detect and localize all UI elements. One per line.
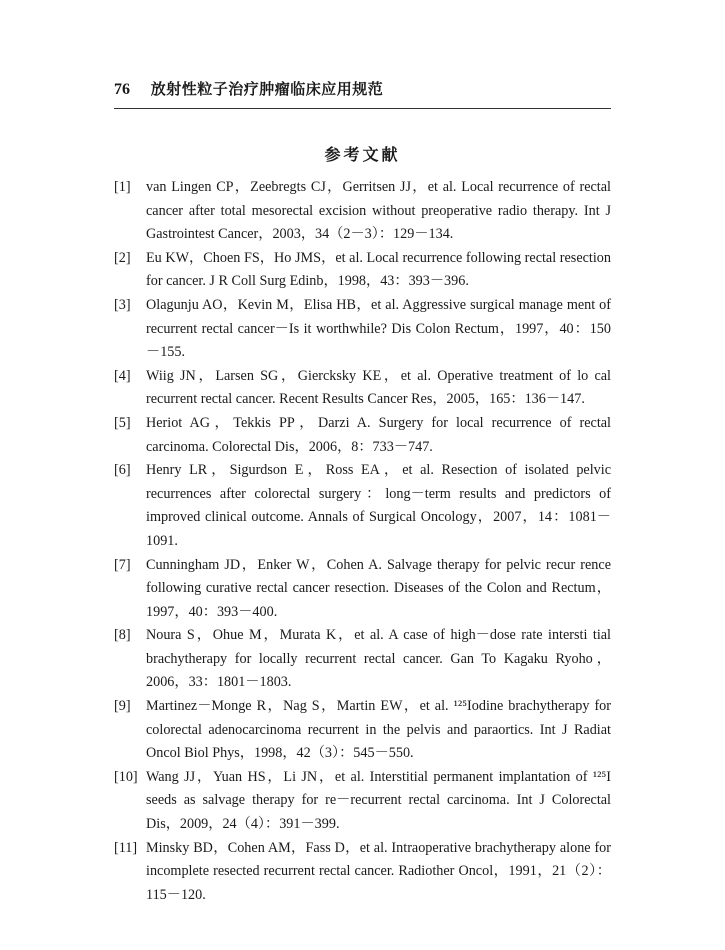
reference-item <box>114 294 611 365</box>
reference-item <box>114 554 611 625</box>
reference-text: Wiig JN，Larsen SG，Giercksky KE，et al. Operative treatment of lo cal recurrent rectal cancer. Recent Results Cancer Res，2005，165：136－147. <box>146 367 611 408</box>
reference-text: Martinez－Monge R，Nag S，Martin EW，et al. ¹²⁵Iodine brachytherapy for colorectal adenocarcinoma recurrent in the pelvis and paraortics. Int J Radiat Oncol Biol Phys，1998，42（3）：545－550. <box>146 698 611 762</box>
reference-text: Wang JJ，Yuan HS，Li JN，et al. Interstitial permanent implantation of ¹²⁵I seeds as salvage therapy for re－recurrent rectal carcinoma. Int J Colorectal Dis，2009，24（4）：391－399. <box>146 768 611 833</box>
reference-item <box>114 695 611 766</box>
section-title: 参考文献 <box>324 145 401 164</box>
reference-text: Eu KW，Choen FS，Ho JMS，et al. Local recurrence following rectal resection for cancer. J R Coll Surg Edinb，1998，43：393－396. <box>146 249 611 290</box>
page-number: 76 <box>114 81 130 98</box>
reference-item <box>114 624 611 695</box>
reference-number: [7] <box>114 556 131 573</box>
reference-number: [3] <box>114 296 131 313</box>
reference-item <box>114 459 611 553</box>
reference-text: van Lingen CP，Zeebregts CJ，Gerritsen JJ，et al. Local recurrence of rectal cancer after total mesorectal excision without preoperative radio therapy. Int J Gastrointest Cancer，2003，34（2－3）：129－134. <box>146 179 611 243</box>
reference-number: [2] <box>114 249 131 266</box>
reference-item <box>114 247 611 294</box>
reference-text: Cunningham JD，Enker W，Cohen A. Salvage therapy for pelvic recur rence following curative rectal cancer resection. Diseases of the Colon and Rectum，1997，40：393－400. <box>146 556 611 620</box>
reference-text: Olagunju AO，Kevin M，Elisa HB，et al. Aggressive surgical manage ment of recurrent rectal cancer－Is it worthwhile? Dis Colon Rectum，1997，40：150－155. <box>146 296 611 361</box>
reference-list <box>114 176 611 907</box>
running-header <box>114 78 611 101</box>
reference-number: [1] <box>114 179 131 195</box>
reference-item <box>114 176 611 247</box>
reference-text: Henry LR，Sigurdson E，Ross EA，et al. Resection of isolated pelvic recurrences after colorectal surgery：long－term results and predictors of improved clinical outcome. Annals of Surgical Oncology，2007，14：1081－1091. <box>146 462 611 549</box>
reference-number: [4] <box>114 367 131 384</box>
header-divider <box>114 108 611 109</box>
reference-text: Heriot AG，Tekkis PP，Darzi A. Surgery for local recurrence of rectal carcinoma. Colorectal Dis，2006，8：733－747. <box>146 414 611 455</box>
reference-text: Noura S，Ohue M，Murata K，et al. A case of high－dose rate intersti tial brachytherapy for locally recurrent rectal cancer. Gan To Kagaku Ryoho，2006，33：1801－1803. <box>146 627 611 691</box>
book-title: 放射性粒子治疗肿瘤临床应用规范 <box>150 80 384 98</box>
reference-number: [6] <box>114 462 131 479</box>
reference-item <box>114 365 611 412</box>
reference-text: Minsky BD，Cohen AM，Fass D，et al. Intraoperative brachytherapy alone for incomplete resected recurrent rectal cancer. Radiother Oncol，1991，21（2）：115－120. <box>146 839 611 903</box>
reference-item <box>114 412 611 459</box>
reference-number: [11] <box>114 839 138 856</box>
reference-number: [8] <box>114 627 131 644</box>
reference-number: [9] <box>114 698 131 715</box>
reference-item <box>114 837 611 908</box>
reference-number: [10] <box>114 768 138 785</box>
reference-item <box>114 766 611 837</box>
reference-number: [5] <box>114 414 131 431</box>
